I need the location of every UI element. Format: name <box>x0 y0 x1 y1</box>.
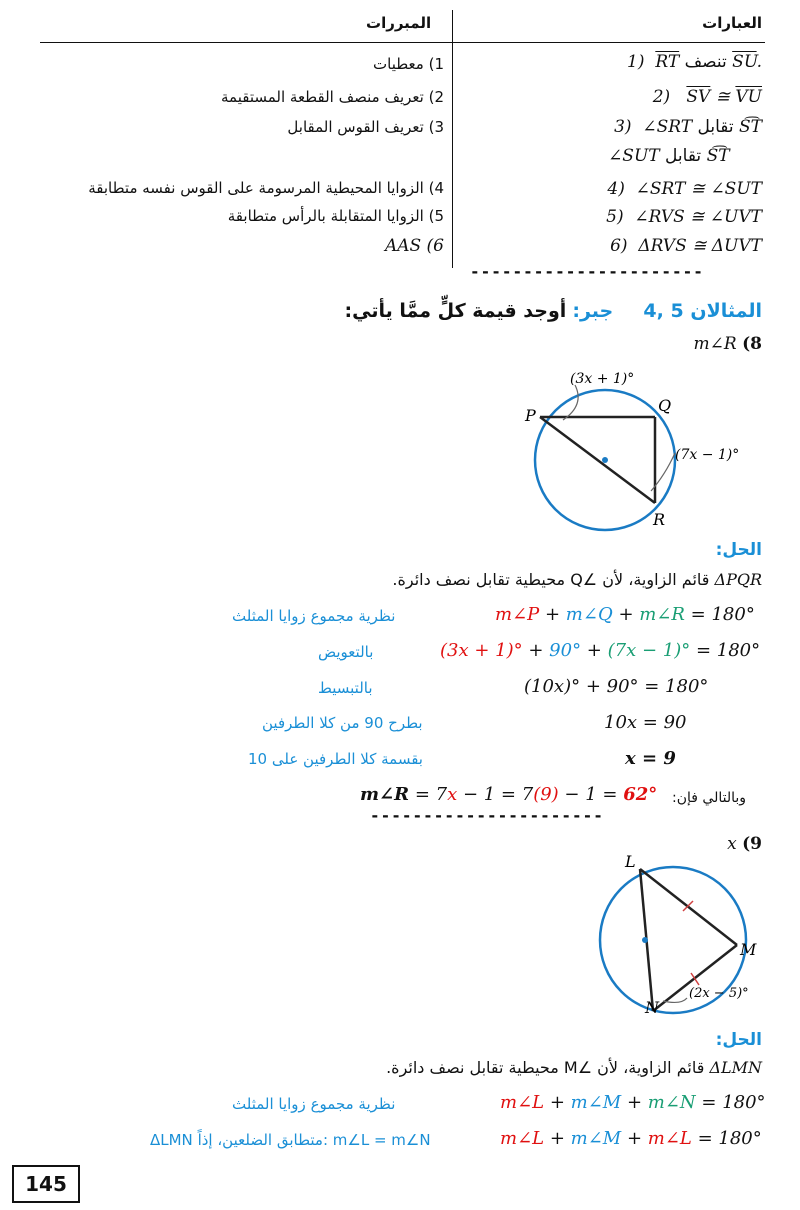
reason-8-1: نظرية مجموع زوايا المثلث <box>232 607 396 625</box>
intro-9: ΔLMN قائم الزاوية، لأن ∠M محيطية تقابل نصف دائرة. <box>386 1058 762 1077</box>
label-p: P <box>525 406 536 425</box>
segment-pr <box>540 417 655 503</box>
step-9-2: m∠L + m∠M + m∠L = 180° <box>500 1128 762 1149</box>
step-8-3: (10x)° + 90° = 180° <box>524 676 709 697</box>
reason-1: 1) معطيات <box>373 55 444 73</box>
step-8-2: (3x + 1)° + 90° + (7x − 1)° = 180° <box>440 640 761 661</box>
label-angle-r: (7x − 1)° <box>675 447 740 463</box>
label-l: L <box>625 855 636 871</box>
center-dot <box>642 937 648 943</box>
reason-8-3: بالتبسيط <box>318 679 373 697</box>
label-m: M <box>740 940 757 959</box>
table-divider <box>452 10 453 268</box>
conclusion-text-8: وبالتالي فإن: <box>672 790 747 806</box>
reason-6: AAS (6 <box>384 236 444 256</box>
statement-3b: ∠SUT تقابل S͡T <box>608 146 730 166</box>
separator-1: ---------------------- <box>470 262 704 281</box>
header-statements: العبارات <box>702 14 762 32</box>
figure-circle-lmn <box>585 855 785 1015</box>
problem-9-title: x (9 <box>727 834 762 854</box>
solution-label-8: الحل: <box>715 540 762 560</box>
statement-1: 1) $\overline{RT}$ تنصف $\overline{SU}$. <box>627 52 762 72</box>
reason-3: 3) تعريف القوس المقابل <box>287 118 444 136</box>
step-8-1: m∠P + m∠Q + m∠R = 180° <box>495 604 755 625</box>
page-number: 145 <box>12 1165 80 1203</box>
reason-9-2: ΔLMN متطابق الضلعين، إذاً: m∠L = m∠N <box>150 1131 431 1149</box>
statement-6: 6) ΔRVS ≅ ΔUVT <box>610 236 762 256</box>
figure-circle-pqr <box>515 365 785 535</box>
statement-2: 2) $\overline{SV}$ ≅ $\overline{VU}$ <box>652 87 762 107</box>
separator-2: ---------------------- <box>370 806 604 825</box>
reason-2: 2) تعريف منصف القطعة المستقيمة <box>220 88 444 106</box>
conclusion-eq-8: m∠R = 7x − 1 = 7(9) − 1 = 62° <box>360 784 658 805</box>
table-header-rule <box>40 42 765 43</box>
header-reasons: المبررات <box>366 14 432 32</box>
center-dot <box>602 457 608 463</box>
step-8-4: 10x = 90 <box>604 712 687 733</box>
label-angle-n: (2x − 5)° <box>689 986 749 1001</box>
label-r: R <box>653 510 666 529</box>
reason-8-5: بقسمة كلا الطرفين على 10 <box>248 750 423 768</box>
reason-8-2: بالتعويض <box>318 643 374 661</box>
label-n: N <box>645 998 659 1015</box>
solution-label-9: الحل: <box>715 1030 762 1050</box>
reason-5: 5) الزوايا المتقابلة بالرأس متطابقة <box>227 207 444 225</box>
step-8-5: x = 9 <box>625 748 676 769</box>
step-9-1: m∠L + m∠M + m∠N = 180° <box>500 1092 766 1113</box>
reason-8-4: بطرح 90 من كلا الطرفين <box>262 714 423 732</box>
label-angle-p: (3x + 1)° <box>570 371 635 387</box>
segment-lm <box>640 869 737 945</box>
problem-8-title: m∠R (8 <box>693 334 762 354</box>
statement-4: 4) ∠SRT ≅ ∠SUT <box>607 179 762 199</box>
label-q: Q <box>658 396 672 415</box>
reason-4: 4) الزوايا المحيطية المرسومة على القوس نفسه متطابقة <box>88 179 444 197</box>
section-heading: المثالان 5 ,4 جبر: أوجد قيمة كلٍّ ممَّا يأتي: <box>344 300 762 322</box>
statement-3a: 3) ∠SRT تقابل S͡T <box>614 117 762 137</box>
intro-8: ΔPQR قائم الزاوية، لأن ∠Q محيطية تقابل نصف دائرة. <box>392 570 762 589</box>
reason-9-1: نظرية مجموع زوايا المثلث <box>232 1095 396 1113</box>
statement-5: 5) ∠RVS ≅ ∠UVT <box>606 207 762 227</box>
